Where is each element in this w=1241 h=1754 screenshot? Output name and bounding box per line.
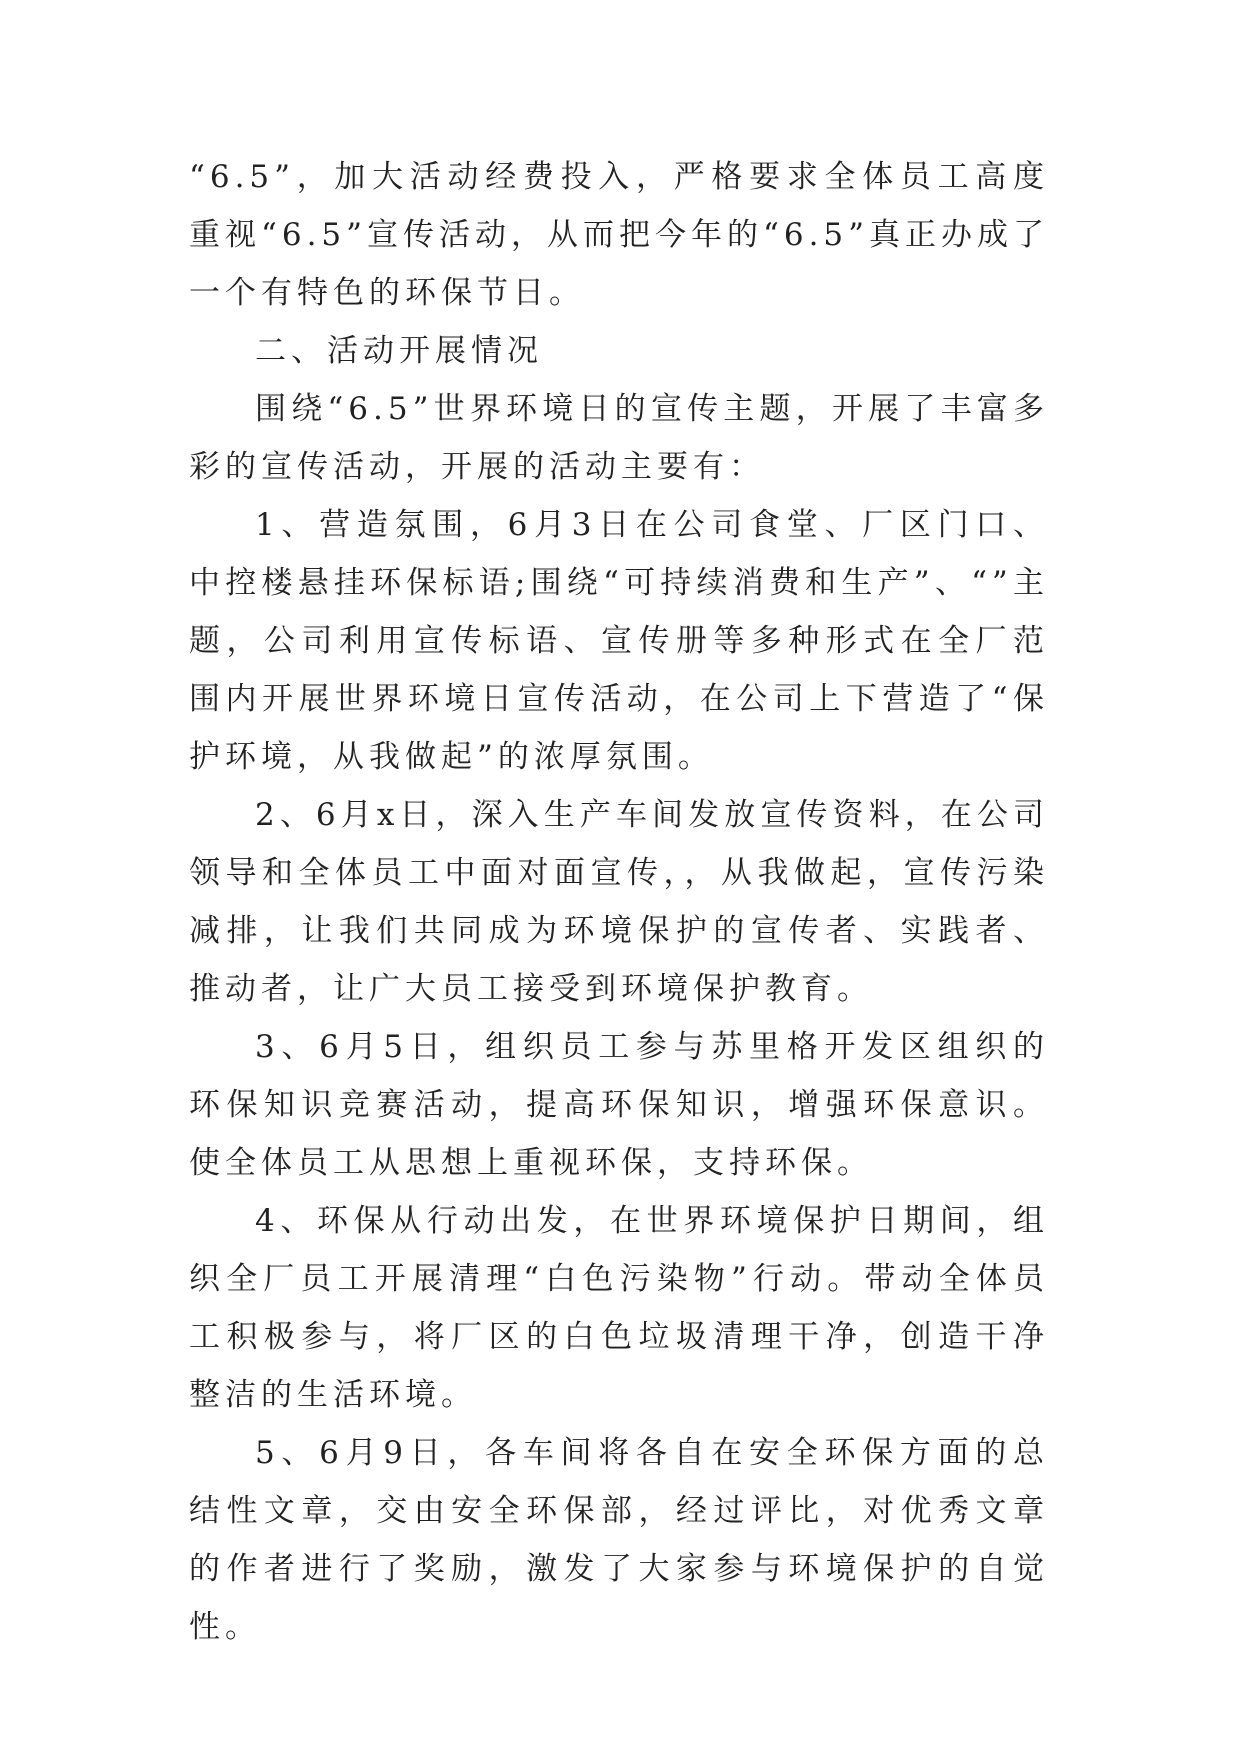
list-item-5: 5、6月9日，各车间将各自在安全环保方面的总结性文章，交由安全环保部，经过评比，对优秀文章的作者进行了奖励，激发了大家参与环境保护的自觉性。	[189, 1435, 1049, 1645]
paragraph-intro: 围绕“6.5”世界环境日的宣传主题，开展了丰富多彩的宣传活动，开展的活动主要有：	[189, 391, 1049, 485]
list-item-2: 2、6月x日，深入生产车间发放宣传资料，在公司领导和全体员工中面对面宣传，，从我做起，宣传污染减排，让我们共同成为环境保护的宣传者、实践者、推动者，让广大员工接受到环境保护教育。	[189, 797, 1049, 1007]
list-item-4: 4、环保从行动出发，在世界环境保护日期间，组织全厂员工开展清理“白色污染物”行动。带动全体员工积极参与，将厂区的白色垃圾清理干净，创造干净整洁的生活环境。	[189, 1203, 1049, 1413]
document-body	[189, 148, 1049, 1656]
list-item-3: 3、6月5日，组织员工参与苏里格开发区组织的环保知识竞赛活动，提高环保知识，增强环保意识。使全体员工从思想上重视环保，支持环保。	[189, 1029, 1049, 1181]
list-item-1: 1、营造氛围，6月3日在公司食堂、厂区门口、中控楼悬挂环保标语;围绕“可持续消费和生产”、“”主题，公司利用宣传标语、宣传册等多种形式在全厂范围内开展世界环境日宣传活动，在公司上下营造了“保护环境，从我做起”的浓厚氛围。	[189, 507, 1049, 775]
section-heading: 二、活动开展情况	[255, 333, 543, 369]
paragraph-continuation: “6.5”，加大活动经费投入，严格要求全体员工高度重视“6.5”宣传活动，从而把今年的“6.5”真正办成了一个有特色的环保节日。	[189, 159, 1049, 311]
